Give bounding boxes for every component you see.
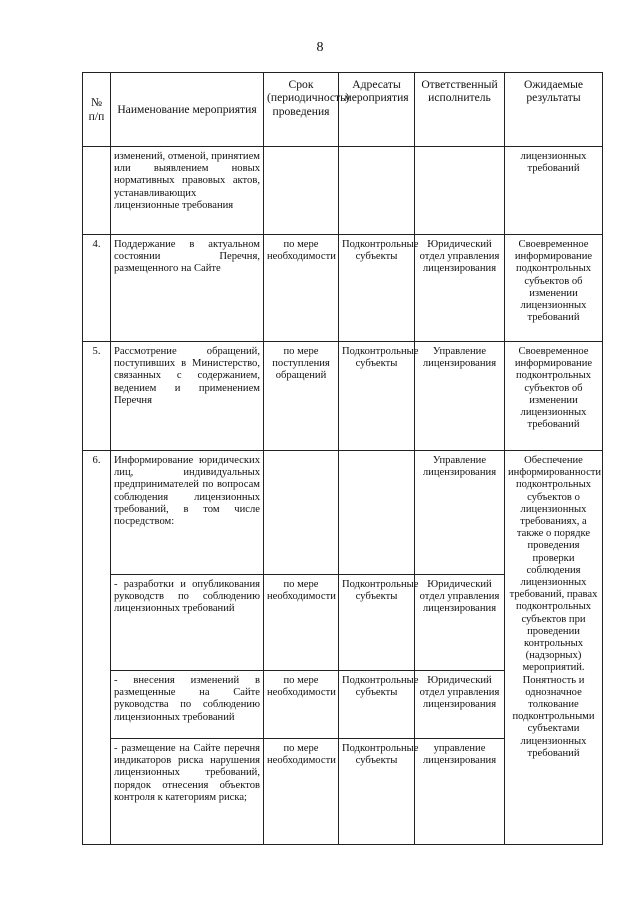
header-results: Ожидаемые результаты [505,73,603,147]
row-num: 6. [83,451,111,845]
row-term [264,451,339,575]
subrow-addressees: Подконтрольные субъекты [339,739,415,845]
header-term: Срок (периодичность) проведения [264,73,339,147]
table-row [83,451,603,575]
header-name: Наименование мероприятия [111,73,264,147]
row-addressees: Подконтрольные субъекты [339,342,415,451]
row-responsible: Управление лицензирования [415,342,505,451]
row-result: Своевременное информирование подконтрольных субъектов об изменении лицензионных требований [505,235,603,342]
row-addressees: Подконтрольные субъекты [339,235,415,342]
subrow-term: по мере необходимости [264,739,339,845]
row-term: по мере поступления обращений [264,342,339,451]
table-row [83,147,603,235]
row-num [83,147,111,235]
header-num: № п/п [83,73,111,147]
subrow-term: по мере необходимости [264,575,339,671]
subrow-responsible: Юридический отдел управления лицензирования [415,575,505,671]
subrow-addressees: Подконтрольные субъекты [339,575,415,671]
row-num: 5. [83,342,111,451]
subrow-term: по мере необходимости [264,671,339,739]
subrow-responsible: управление лицензирования [415,739,505,845]
row-result: Обеспечение информированности подконтрольных субъектов о лицензионных требованиях, а также о порядке проведения проверки соблюдения лицензионных требований, правах подконтрольных субъектов при проведении контрольных (надзорных) мероприятий. Понятность и однозначное толкование подконтрольными субъектами лицензионных требований [505,451,603,845]
page-number: 8 [316,40,324,55]
table-row [83,342,603,451]
table-header-row [83,73,603,147]
row-term: по мере необходимости [264,235,339,342]
row-responsible [415,147,505,235]
row-name: Информирование юридических лиц, индивидуальных предпринимателей по вопросам соблюдения лицензионных требований, в том числе посредством: [111,451,264,575]
row-name: Рассмотрение обращений, поступивших в Министерство, связанных с содержанием, ведением и применением Перечня [111,342,264,451]
header-responsible: Ответственный исполнитель [415,73,505,147]
row-name: изменений, отменой, принятием или выявлением новых нормативных правовых актов, устанавливающих лицензионные требования [111,147,264,235]
row-name: Поддержание в актуальном состоянии Перечня, размещенного на Сайте [111,235,264,342]
table-row [83,235,603,342]
subrow-name: - внесения изменений в размещенные на Сайте руководства по соблюдению лицензионных требований [111,671,264,739]
header-addressees: Адресаты мероприятия [339,73,415,147]
row-result: Своевременное информирование подконтрольных субъектов об изменении лицензионных требований [505,342,603,451]
row-addressees [339,451,415,575]
row-result: лицензионных требований [505,147,603,235]
row-responsible: Управление лицензирования [415,451,505,575]
subrow-addressees: Подконтрольные субъекты [339,671,415,739]
subrow-name: - разработки и опубликования руководств по соблюдению лицензионных требований [111,575,264,671]
subrow-name: - размещение на Сайте перечня индикаторов риска нарушения лицензионных требований, порядок отнесения объектов контроля к категориям риска; [111,739,264,845]
row-responsible: Юридический отдел управления лицензирования [415,235,505,342]
subrow-responsible: Юридический отдел управления лицензирования [415,671,505,739]
row-term [264,147,339,235]
measures-table [82,72,603,845]
row-addressees [339,147,415,235]
row-num: 4. [83,235,111,342]
